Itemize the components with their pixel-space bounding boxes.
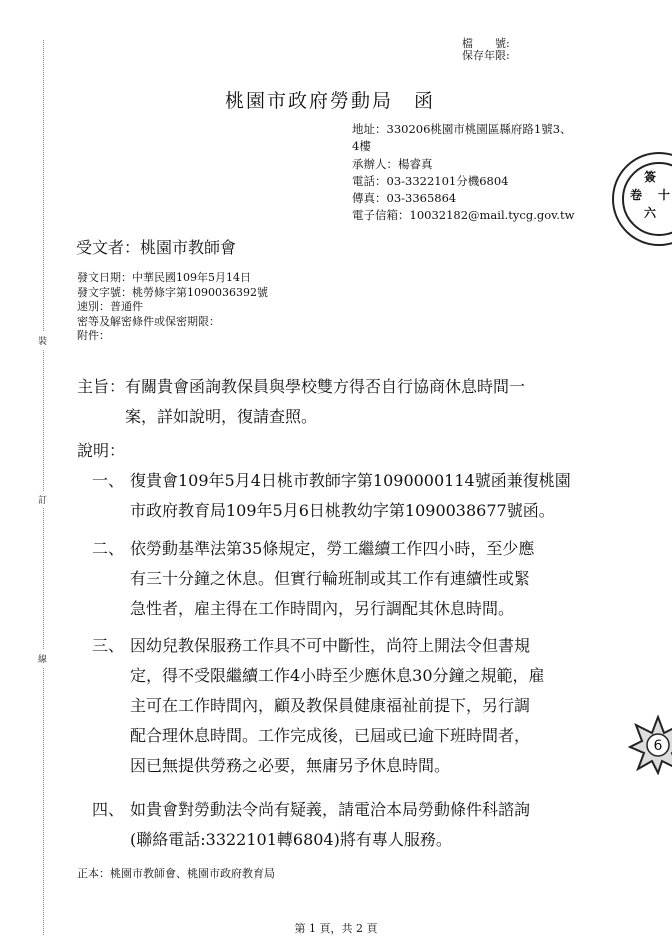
subject	[77, 372, 617, 432]
page-number: 第 1 頁，共 2 頁	[294, 922, 378, 935]
sender-address-line1: 地址：330206桃園市桃園區縣府路1號3、	[352, 122, 572, 136]
star-badge-number: 6	[653, 738, 663, 754]
seal-char: 十	[658, 188, 671, 202]
item-number: 一、	[92, 471, 125, 490]
security-level: 密等及解密條件或保密期限：	[77, 314, 220, 328]
item-line: 依勞動基準法第35條規定，勞工繼續工作四小時，至少應	[130, 539, 535, 558]
star-badge-icon	[628, 715, 672, 775]
explanation-item-2	[92, 534, 602, 624]
sender-phone: 電話：03-3322101分機6804	[352, 173, 509, 188]
item-line: 因幼兒教保服務工作具不可中斷性，尚符上開法令但書規	[130, 636, 531, 655]
document-meta	[77, 271, 268, 344]
item-line: (聯絡電話:3322101轉6804)將有專人服務。	[130, 830, 452, 849]
explanation-item-3	[92, 631, 602, 781]
document-title: 桃園市政府勞動局 函	[225, 90, 436, 112]
binding-mark-mid: 訂	[38, 491, 47, 508]
binding-mark-top: 裝	[38, 332, 47, 349]
retention-period-label: 保存年限:	[462, 49, 510, 62]
file-info	[462, 38, 510, 62]
item-line: 復貴會109年5月4日桃市教師字第1090000114號函兼復桃園	[130, 471, 571, 490]
sender-fax: 傳真：03-3365864	[352, 191, 457, 206]
sender-email: 電子信箱：10032182@mail.tycg.gov.tw	[352, 208, 575, 223]
file-number-label: 檔 號:	[462, 37, 510, 50]
item-number: 四、	[92, 800, 125, 819]
item-line: 因已無提供勞務之必要，無庸另予休息時間。	[130, 756, 451, 775]
item-line: 急性者，雇主得在工作時間內，另行調配其休息時間。	[130, 599, 515, 618]
item-line: 配合理休息時間。工作完成後，已屆或已逾下班時間者，	[130, 726, 531, 745]
delivery-speed: 速別：普通件	[77, 300, 143, 313]
binding-line	[43, 40, 44, 935]
seal-char: 簽	[644, 170, 657, 184]
binding-mark-bottom: 線	[38, 650, 47, 667]
item-number: 二、	[92, 539, 125, 558]
sender-info	[352, 121, 602, 225]
item-line: 有三十分鐘之休息。但實行輪班制或其工作有連續性或緊	[130, 569, 531, 588]
recipient: 受文者：桃園市教師會	[76, 238, 237, 257]
item-number: 三、	[92, 636, 125, 655]
subject-line2: 案，詳如說明，復請查照。	[125, 407, 318, 426]
sender-address-line2: 4樓	[352, 139, 371, 154]
item-line: 市政府教育局109年5月6日桃教幼字第1090038677號函。	[130, 501, 555, 520]
explanation-item-1	[92, 466, 602, 526]
explanation-heading: 說明：	[77, 441, 126, 460]
item-line: 主可在工作時間內，顧及教保員健康福祉前提下，另行調	[130, 696, 531, 715]
official-seal-stamp	[612, 152, 672, 246]
attachment: 附件：	[77, 329, 110, 342]
sender-contact: 承辦人：楊睿真	[352, 156, 433, 171]
issue-date: 發文日期：中華民國109年5月14日	[77, 271, 251, 284]
copy-to: 正本：桃園市教師會、桃園市政府教育局	[77, 867, 275, 880]
item-line: 定，得不受限繼續工作4小時至少應休息30分鐘之規範，雇	[130, 666, 545, 685]
subject-label: 主旨：	[77, 377, 126, 396]
document-number: 發文字號：桃勞條字第1090036392號	[77, 285, 268, 299]
explanation-item-4	[92, 795, 602, 855]
seal-char: 六	[644, 206, 657, 220]
seal-char: 卷	[630, 188, 643, 202]
subject-line1: 有關貴會函詢教保員與學校雙方得否自行協商休息時間一	[125, 377, 526, 396]
item-line: 如貴會對勞動法令尚有疑義，請電洽本局勞動條件科諮詢	[130, 800, 531, 819]
